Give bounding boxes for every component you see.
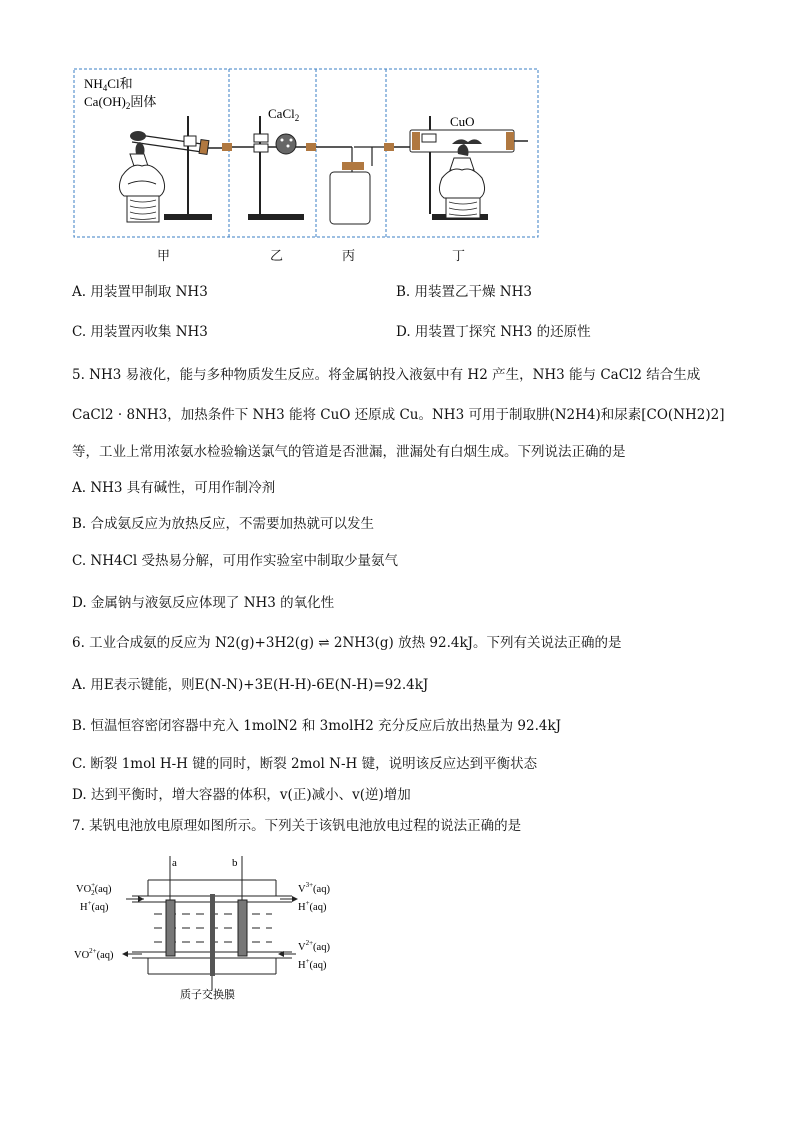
apparatus-diagram — [72, 66, 542, 266]
q4-option-d: D. 用装置丁探究 NH3 的还原性 — [396, 324, 591, 340]
q7-stem: 7. 某钒电池放电原理如图所示。下列关于该钒电池放电过程的说法正确的是 — [72, 818, 522, 834]
label-cuo: CuO — [450, 114, 475, 129]
q5-stem-line1: 5. NH3 易液化，能与多种物质发生反应。将金属钠投入液氨中有 H2 产生，NH3 能与 CaCl2 结合生成 — [72, 367, 701, 383]
q5-stem-line3: 等，工业上常用浓氨水检验输送氯气的管道是否泄漏，泄漏处有白烟生成。下列说法正确的是 — [72, 444, 626, 460]
caption-ding: 丁 — [452, 249, 466, 264]
q5-option-b: B. 合成氨反应为放热反应，不需要加热就可以发生 — [72, 516, 375, 532]
right-out-label: $V^{3+}(aq)$ — [298, 881, 330, 895]
membrane-label: 质子交换膜 — [180, 989, 235, 1000]
q5-option-d: D. 金属钠与液氨反应体现了 NH3 的氧化性 — [72, 595, 335, 611]
electrode-a-label: a — [172, 857, 177, 869]
battery-figure — [72, 850, 372, 1000]
left-out-label: $VO^{2+}(aq)$ — [74, 947, 114, 961]
right-h-top-label: H+(aq) — [298, 899, 327, 913]
q4-option-c: C. 用装置丙收集 NH3 — [72, 324, 208, 340]
q6-option-a: A. 用E表示键能，则E(N-N)+3E(H-H)-6E(N-H)=92.4kJ — [72, 677, 429, 693]
caption-yi: 乙 — [270, 249, 284, 264]
q6-stem: 6. 工业合成氨的反应为 N2(g)+3H2(g) ⇌ 2NH3(g) 放热 92.4kJ。下列有关说法正确的是 — [72, 635, 622, 651]
q6-option-d: D. 达到平衡时，增大容器的体积，v(正)减小、v(逆)增加 — [72, 787, 411, 803]
apparatus-figure — [72, 66, 542, 266]
label-cacl2: CaCl$_2$ — [268, 106, 300, 123]
apparatus-ding — [394, 116, 528, 220]
label-caoh2: $Ca(OH)_2$固体 — [84, 94, 157, 111]
left-h-label: H+(aq) — [80, 899, 109, 913]
left-in-label: VO+ 2(aq) — [76, 881, 112, 897]
electrode-b-label: b — [232, 857, 238, 869]
q4-option-a: A. 用装置甲制取 NH3 — [72, 284, 208, 300]
right-in-label: $V^{2+}(aq)$ — [298, 939, 330, 953]
right-h-bottom-label: H+(aq) — [298, 957, 327, 971]
label-nh4cl: $NH_4Cl$和 — [84, 76, 133, 93]
q6-option-b: B. 恒温恒容密闭容器中充入 1molN2 和 3molH2 充分反应后放出热量为 92.4kJ — [72, 718, 562, 734]
caption-bing: 丙 — [342, 249, 356, 264]
q5-option-c: C. NH4Cl 受热易分解，可用作实验室中制取少量氨气 — [72, 553, 399, 569]
q5-option-a: A. NH3 具有碱性，可用作制冷剂 — [72, 480, 276, 496]
q5-stem-line2: CaCl2 · 8NH3，加热条件下 NH3 能将 CuO 还原成 Cu。NH3 可用于制取肼(N2H4)和尿素[CO(NH2)2] — [72, 407, 725, 423]
q6-option-c: C. 断裂 1mol H-H 键的同时，断裂 2mol N-H 键，说明该反应达到平衡状态 — [72, 756, 538, 772]
apparatus-jia — [119, 116, 230, 222]
battery-diagram — [72, 850, 372, 1000]
q4-option-b: B. 用装置乙干燥 NH3 — [396, 284, 532, 300]
apparatus-yi — [232, 116, 316, 220]
caption-jia: 甲 — [157, 249, 171, 264]
apparatus-bing — [316, 143, 394, 224]
